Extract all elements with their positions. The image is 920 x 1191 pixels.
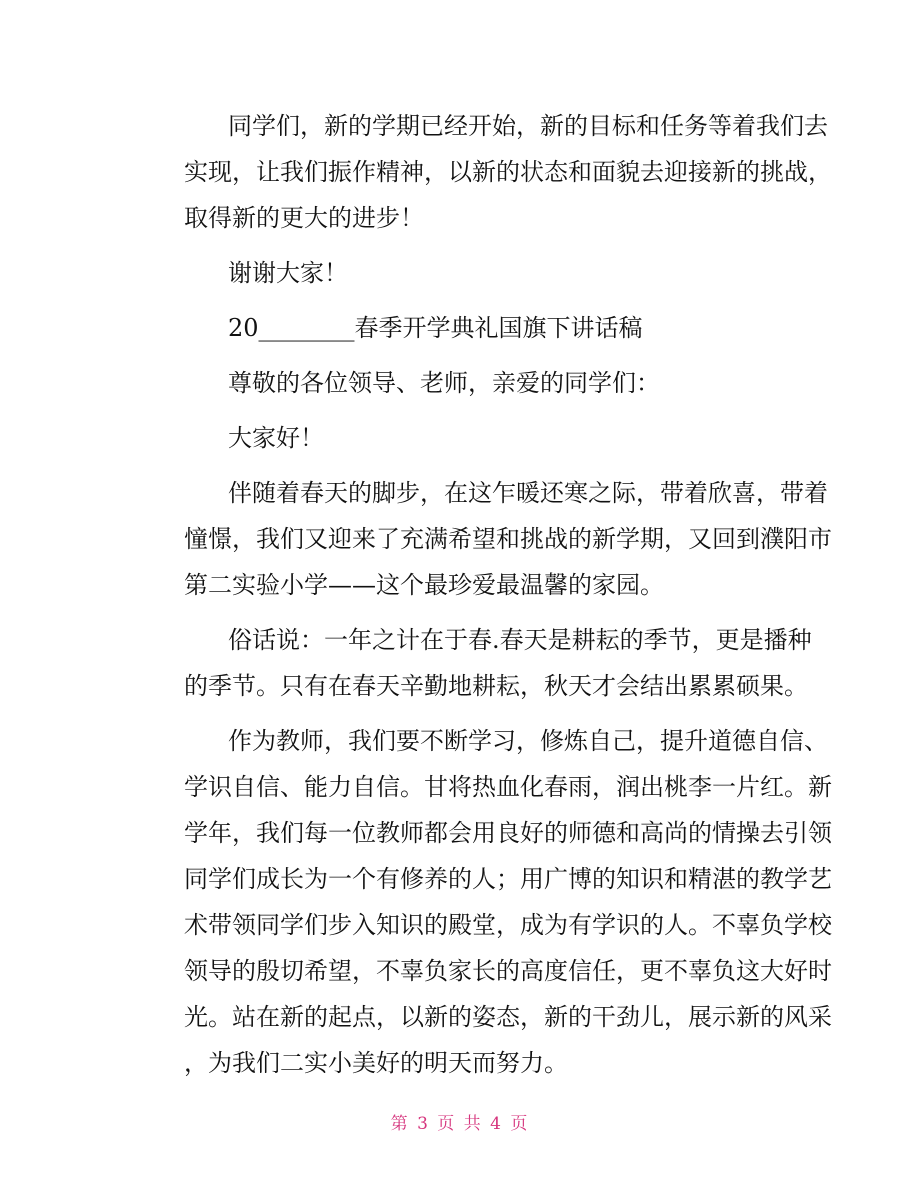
- text-line: 第二实验小学——这个最珍爱最温馨的家园。: [184, 571, 664, 599]
- text-line: 术带领同学们步入知识的殿堂，成为有学识的人。不辜负学校: [184, 911, 832, 939]
- text-line: 谢谢大家！: [228, 259, 348, 287]
- text-line: 同学们成长为一个有修养的人；用广博的知识和精湛的教学艺: [184, 865, 832, 893]
- text-line: 取得新的更大的进步！: [184, 204, 424, 232]
- text-line: 伴随着春天的脚步，在这乍暖还寒之际，带着欣喜，带着: [228, 479, 828, 507]
- text-line: 大家好！: [228, 424, 324, 452]
- page-number-footer: 第 3 页 共 4 页: [390, 1114, 530, 1134]
- paragraph-proverb: [136, 617, 812, 709]
- text-line: 学识自信、能力自信。甘将热血化春雨，润出桃李一片红。新: [184, 773, 832, 801]
- text-line: 俗话说：一年之计在于春.春天是耕耘的季节，更是播种: [228, 626, 812, 654]
- paragraph-teacher-pledge: [136, 718, 832, 1086]
- text-line: 憧憬，我们又迎来了充满希望和挑战的新学期，又回到濮阳市: [184, 525, 832, 553]
- paragraph-greeting: [136, 415, 786, 461]
- text-line: 的季节。只有在春天辛勤地耕耘，秋天才会结出累累硕果。: [184, 672, 808, 700]
- paragraph-spring-return: [136, 470, 832, 608]
- text-line: 领导的殷切希望，不辜负家长的高度信任，更不辜负这大好时: [184, 957, 832, 985]
- text-line: 学年，我们每一位教师都会用良好的师德和高尚的情操去引领: [184, 819, 832, 847]
- paragraph-speech-title: [136, 305, 786, 351]
- paragraph-salutation: [136, 360, 786, 406]
- paragraph-closing-call: [136, 103, 832, 241]
- text-line: 尊敬的各位领导、老师，亲爱的同学们：: [228, 369, 660, 397]
- speech-title: 20________春季开学典礼国旗下讲话稿: [228, 314, 643, 342]
- text-line: ，为我们二实小美好的明天而努力。: [184, 1049, 568, 1077]
- text-line: 作为教师，我们要不断学习，修炼自己，提升道德自信、: [228, 727, 828, 755]
- paragraph-thanks: [136, 250, 786, 296]
- text-line: 光。站在新的起点，以新的姿态，新的干劲儿，展示新的风采: [184, 1003, 832, 1031]
- text-line: 同学们，新的学期已经开始，新的目标和任务等着我们去: [228, 112, 828, 140]
- document-body: [136, 103, 832, 1086]
- text-line: 实现，让我们振作精神，以新的状态和面貌去迎接新的挑战，: [184, 158, 832, 186]
